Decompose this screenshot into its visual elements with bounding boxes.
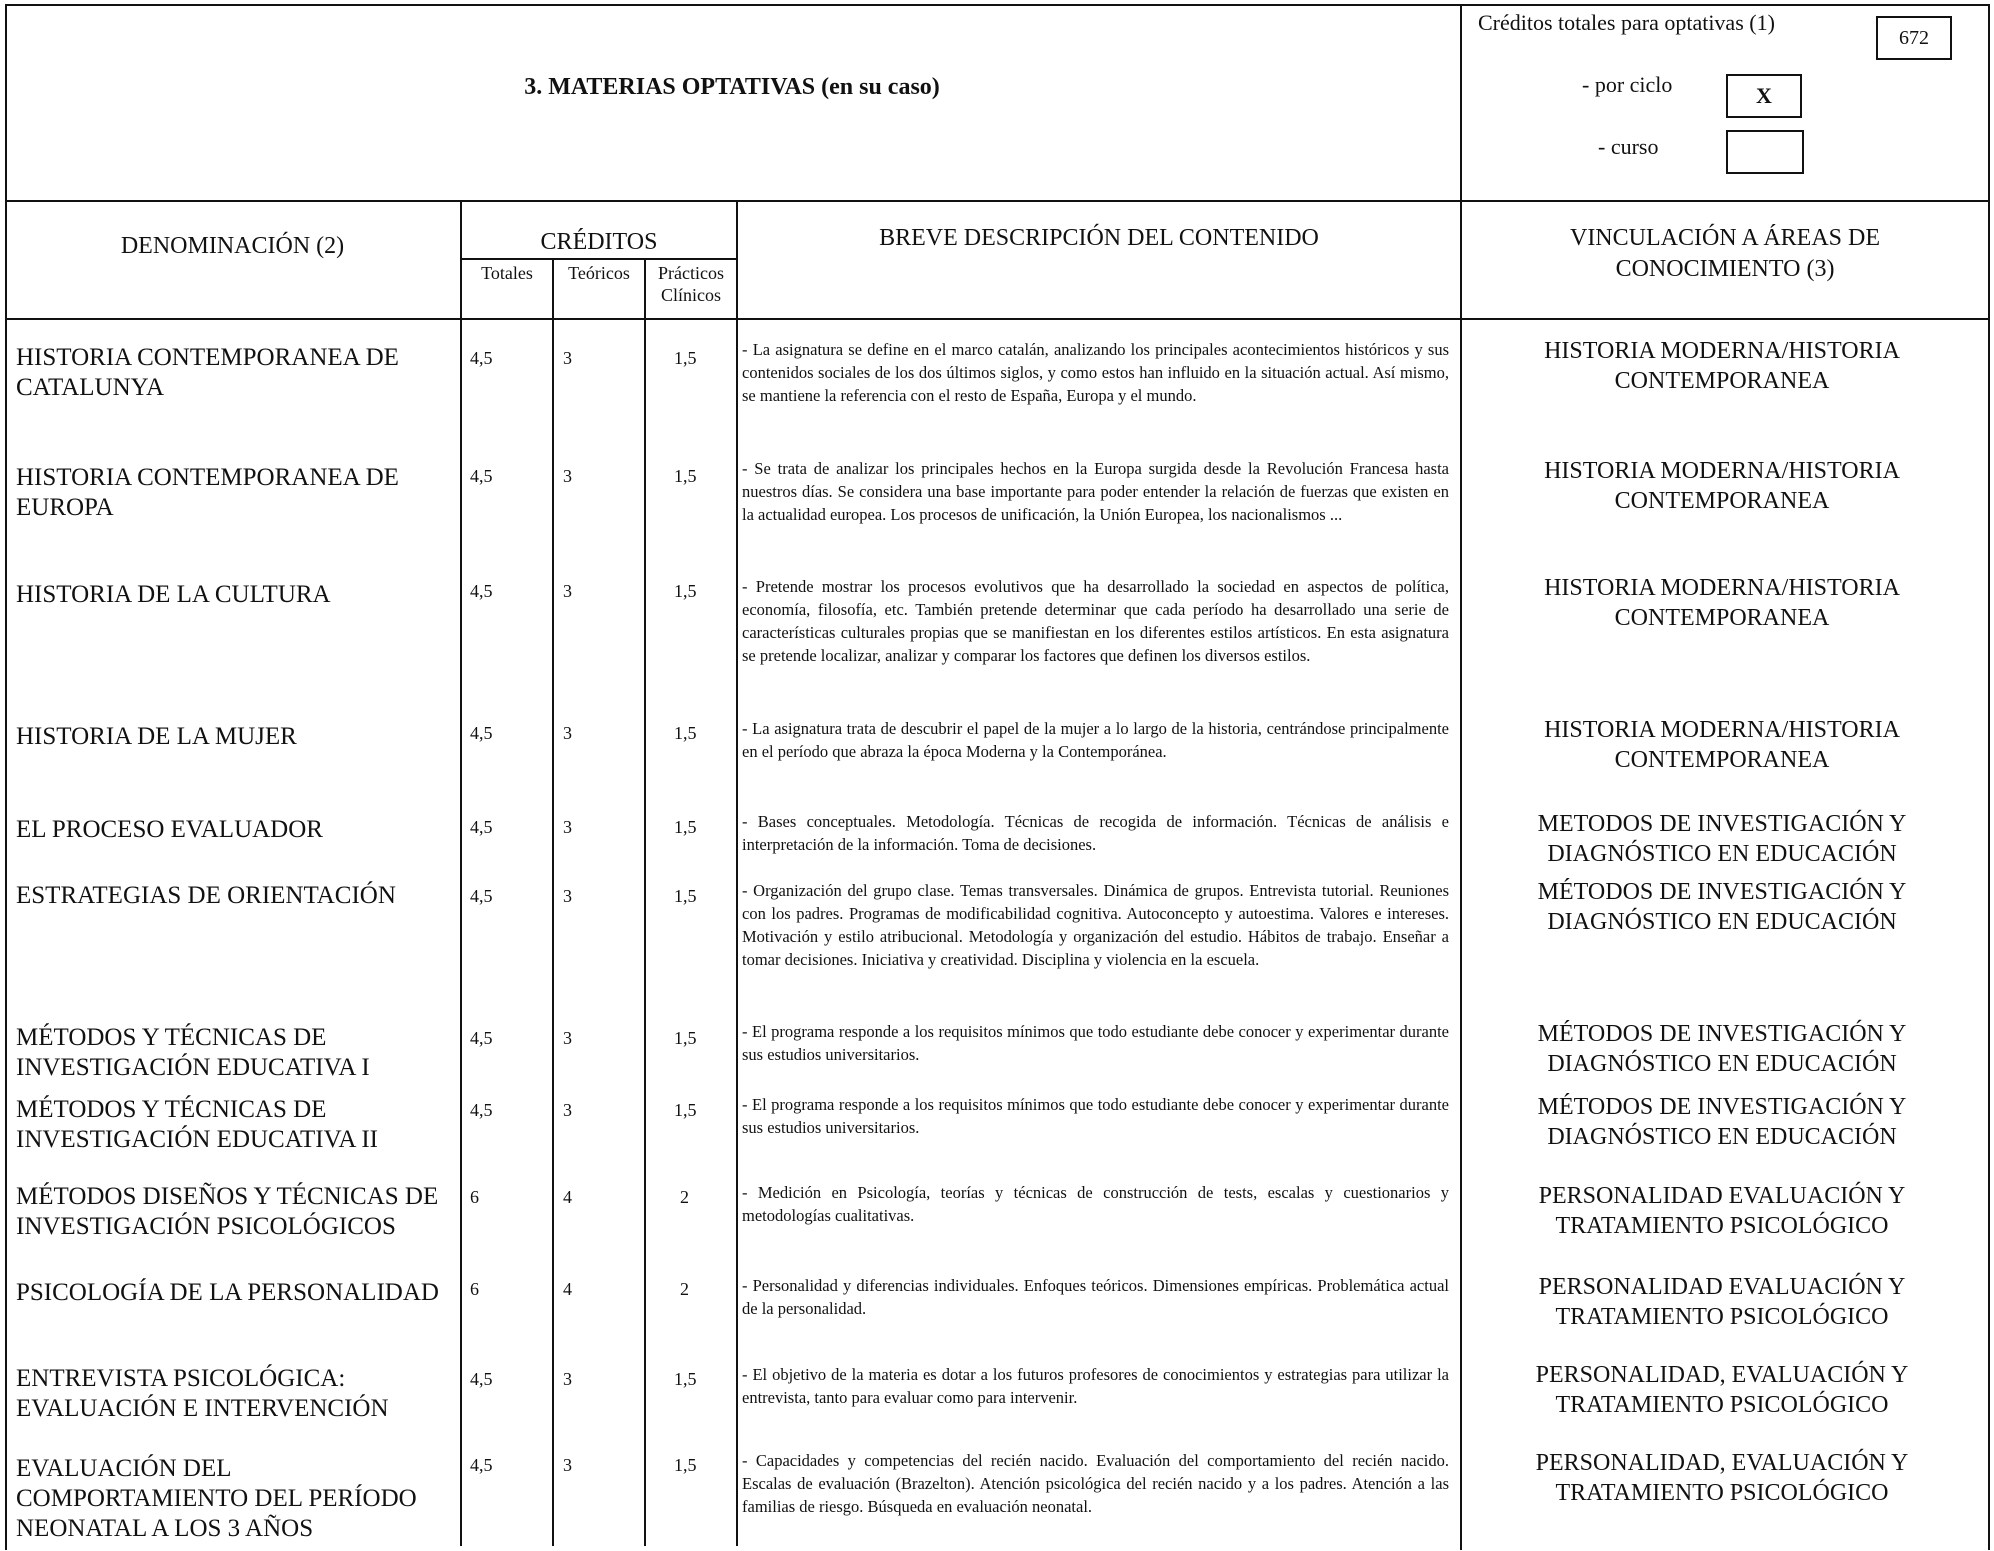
row-teoricos: 4 [563, 1187, 572, 1207]
row-name: HISTORIA DE LA CULTURA [16, 581, 331, 608]
row-totales: 4,5 [470, 581, 493, 601]
row-area: PERSONALIDAD, EVALUACIÓN Y TRATAMIENTO PSICOLÓGICO [1535, 1362, 1909, 1418]
row-practicos: 1,5 [674, 723, 697, 743]
col-denominacion: DENOMINACIÓN (2) [120, 233, 345, 259]
row-desc: - La asignatura trata de descubrir el papel de la mujer a lo largo de la historia, centrándose principalmente en el período que abraza la época Moderna y la Contemporánea. [742, 719, 1449, 761]
row-practicos: 2 [680, 1187, 689, 1207]
row-practicos: 1,5 [674, 581, 697, 601]
row-teoricos: 3 [563, 1028, 572, 1048]
row-area: HISTORIA MODERNA/HISTORIA CONTEMPORANEA [1544, 458, 1900, 514]
row-name: HISTORIA DE LA MUJER [16, 723, 297, 750]
row-desc: - Personalidad y diferencias individuales. Enfoques teóricos. Dimensiones empíricas. Problemática actual de la personalidad. [742, 1276, 1449, 1318]
row-totales: 4,5 [470, 348, 493, 368]
col-clinicos: Clínicos [660, 285, 721, 305]
row-area: MÉTODOS DE INVESTIGACIÓN Y DIAGNÓSTICO EN EDUCACIÓN [1537, 1094, 1907, 1150]
row-name: EVALUACIÓN DEL COMPORTAMIENTO DEL PERÍODO NEONATAL A LOS 3 AÑOS [16, 1455, 417, 1542]
curso-label: - curso [1598, 134, 1659, 159]
row-area: PERSONALIDAD, EVALUACIÓN Y TRATAMIENTO PSICOLÓGICO [1535, 1450, 1909, 1506]
row-practicos: 1,5 [674, 1100, 697, 1120]
row-teoricos: 3 [563, 581, 572, 601]
row-totales: 6 [470, 1187, 479, 1207]
row-teoricos: 3 [563, 466, 572, 486]
row-totales: 4,5 [470, 723, 493, 743]
row-area: MÉTODOS DE INVESTIGACIÓN Y DIAGNÓSTICO EN EDUCACIÓN [1537, 1021, 1907, 1077]
por-ciclo-label: - por ciclo [1582, 72, 1673, 97]
row-area: HISTORIA MODERNA/HISTORIA CONTEMPORANEA [1544, 338, 1900, 394]
col-practicos: Prácticos [658, 263, 724, 283]
row-totales: 6 [470, 1279, 479, 1299]
row-totales: 4,5 [470, 817, 493, 837]
row-teoricos: 3 [563, 886, 572, 906]
row-desc: - La asignatura se define en el marco catalán, analizando los principales acontecimientos históricos y sus contenidos sociales de los dos últimos siglos, y como estos han influido en la situación actual. Así mismo, se mantiene la referencia con el resto de España, Europa y el mundo. [742, 340, 1449, 405]
row-teoricos: 3 [563, 723, 572, 743]
row-practicos: 1,5 [674, 817, 697, 837]
row-teoricos: 3 [563, 1369, 572, 1389]
row-name: PSICOLOGÍA DE LA PERSONALIDAD [16, 1279, 439, 1306]
row-name: MÉTODOS Y TÉCNICAS DE INVESTIGACIÓN EDUCATIVA II [16, 1096, 379, 1153]
row-area: PERSONALIDAD EVALUACIÓN Y TRATAMIENTO PSICOLÓGICO [1538, 1274, 1906, 1330]
row-practicos: 1,5 [674, 1455, 697, 1475]
col-creditos: CRÉDITOS [540, 229, 658, 255]
col-descripcion: BREVE DESCRIPCIÓN DEL CONTENIDO [879, 225, 1319, 251]
row-desc: - Organización del grupo clase. Temas transversales. Dinámica de grupos. Entrevista tutorial. Reuniones con los padres. Programas de modificabilidad cognitiva. Autoconcepto y autoestima. Valores e intereses. Motivación y estilo atribucional. Metodología y organización del estudio. Hábitos de trabajo. Enseñar a tomar decisiones. Iniciativa y creatividad. Disciplina y violencia en la escuela. [742, 881, 1449, 969]
row-area: PERSONALIDAD EVALUACIÓN Y TRATAMIENTO PSICOLÓGICO [1538, 1183, 1906, 1239]
row-desc: - Capacidades y competencias del recién nacido. Evaluación del comportamiento del recién nacido. Escalas de evaluación (Brazelton). Atención psicológica del recién nacido y a los padres. Atención a las familias de riesgo. Búsqueda en evaluación neonatal. [742, 1451, 1449, 1516]
col-teoricos: Teóricos [568, 263, 630, 283]
row-totales: 4,5 [470, 1455, 493, 1475]
col-totales: Totales [481, 263, 533, 283]
creditos-totales-box: 672 [1876, 16, 1952, 60]
row-practicos: 1,5 [674, 1369, 697, 1389]
row-desc: - Medición en Psicología, teorías y técnicas de construcción de tests, escalas y cuestionarios y metodologías cualitativas. [742, 1183, 1449, 1225]
row-practicos: 1,5 [674, 466, 697, 486]
row-desc: - Pretende mostrar los procesos evolutivos que ha desarrollado la sociedad en aspectos de política, economía, filosofía, etc. También pretende determinar que cada período ha desarrollado una serie de características culturales propias que se manifiestan en los diferentes estilos artísticos. En esta asignatura se pretende localizar, analizar y comparar los factores que definen los diversos estilos. [742, 577, 1449, 665]
row-totales: 4,5 [470, 886, 493, 906]
row-desc: - El programa responde a los requisitos mínimos que todo estudiante debe conocer y experimentar durante sus estudios universitarios. [742, 1022, 1449, 1064]
row-teoricos: 4 [563, 1279, 572, 1299]
col-vinculacion-1: VINCULACIÓN A ÁREAS DE [1569, 225, 1880, 251]
por-ciclo-box: X [1726, 74, 1802, 118]
row-totales: 4,5 [470, 1369, 493, 1389]
row-name: ENTREVISTA PSICOLÓGICA: EVALUACIÓN E INTERVENCIÓN [16, 1365, 389, 1422]
col-vinculacion-2: CONOCIMIENTO (3) [1615, 256, 1835, 282]
row-name: EL PROCESO EVALUADOR [16, 816, 323, 843]
row-teoricos: 3 [563, 1455, 572, 1475]
curso-box [1726, 130, 1804, 174]
row-name: MÉTODOS Y TÉCNICAS DE INVESTIGACIÓN EDUCATIVA I [16, 1024, 370, 1081]
row-desc: - El objetivo de la materia es dotar a los futuros profesores de conocimientos y estrategias para utilizar la entrevista, tanto para evaluar como para intervenir. [742, 1365, 1449, 1407]
row-desc: - Se trata de analizar los principales hechos en la Europa surgida desde la Revolución Francesa hasta nuestros días. Se considera una base importante para poder entender la relación de fuerzas que existen en la actualidad europea. Los procesos de unificación, la Unión Europea, los nacionalismos ... [742, 459, 1449, 524]
row-practicos: 1,5 [674, 886, 697, 906]
row-teoricos: 3 [563, 817, 572, 837]
row-area: METODOS DE INVESTIGACIÓN Y DIAGNÓSTICO EN EDUCACIÓN [1537, 811, 1907, 867]
row-totales: 4,5 [470, 1100, 493, 1120]
row-practicos: 2 [680, 1279, 689, 1299]
row-name: MÉTODOS DISEÑOS Y TÉCNICAS DE INVESTIGACIÓN PSICOLÓGICOS [16, 1183, 439, 1240]
row-name: HISTORIA CONTEMPORANEA DE EUROPA [16, 464, 399, 521]
row-desc: - Bases conceptuales. Metodología. Técnicas de recogida de información. Técnicas de análisis e interpretación de la información. Toma de decisiones. [742, 812, 1449, 854]
row-area: MÉTODOS DE INVESTIGACIÓN Y DIAGNÓSTICO EN EDUCACIÓN [1537, 879, 1907, 935]
row-teoricos: 3 [563, 1100, 572, 1120]
row-practicos: 1,5 [674, 1028, 697, 1048]
row-name: ESTRATEGIAS DE ORIENTACIÓN [16, 882, 396, 909]
creditos-totales-label: Créditos totales para optativas (1) [1478, 10, 1775, 35]
row-desc: - El programa responde a los requisitos mínimos que todo estudiante debe conocer y experimentar durante sus estudios universitarios. [742, 1095, 1449, 1137]
page-title: 3. MATERIAS OPTATIVAS (en su caso) [524, 74, 940, 100]
row-teoricos: 3 [563, 348, 572, 368]
row-practicos: 1,5 [674, 348, 697, 368]
row-totales: 4,5 [470, 466, 493, 486]
row-area: HISTORIA MODERNA/HISTORIA CONTEMPORANEA [1544, 575, 1900, 631]
row-area: HISTORIA MODERNA/HISTORIA CONTEMPORANEA [1544, 717, 1900, 773]
row-totales: 4,5 [470, 1028, 493, 1048]
row-name: HISTORIA CONTEMPORANEA DE CATALUNYA [16, 344, 399, 401]
